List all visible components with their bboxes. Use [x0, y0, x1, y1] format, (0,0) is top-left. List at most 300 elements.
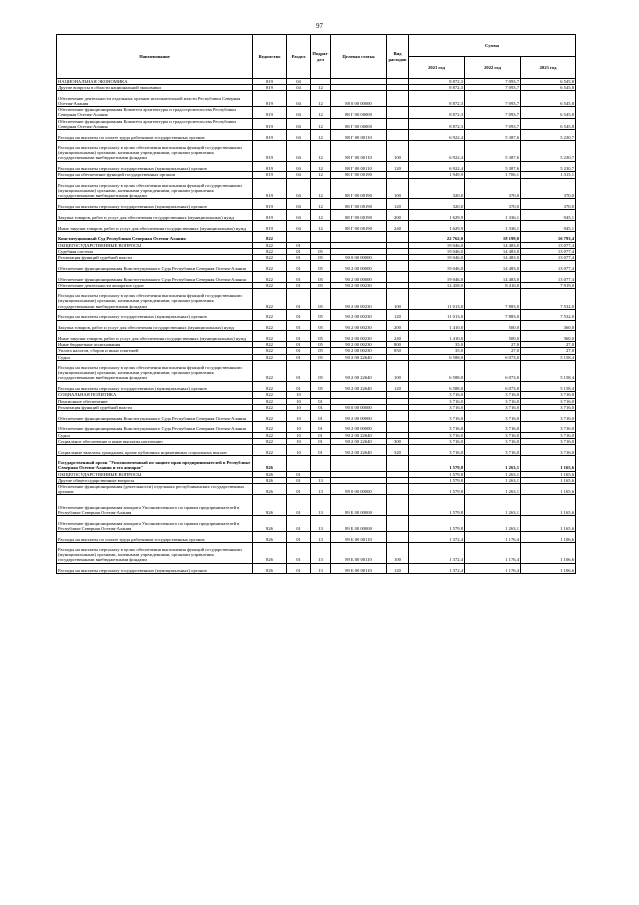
header-dept: Ведомство: [253, 35, 287, 79]
cell-v1: 6 922,4: [409, 130, 465, 141]
cell-sec: [287, 455, 311, 471]
cell-v3: 3 716,0: [521, 445, 576, 456]
cell-target: 90 2 00 00230: [331, 309, 387, 320]
cell-v1: 11 013,0: [409, 289, 465, 310]
table-row: [57, 445, 576, 456]
cell-name: Обеспечение деятельности аппаратов судов: [57, 282, 253, 288]
cell-v3: 6 545,8: [521, 118, 576, 129]
cell-sub: 05: [311, 261, 331, 272]
table-row: [57, 455, 576, 471]
cell-name: Другие вопросы в области национальной экономики: [57, 85, 253, 91]
cell-name: Расходы на выплаты персоналу в целях обеспечения выполнения функций государственными (муниципальными) органами, казенными учреждениями, органами управления государственными внебюджетными фондами: [57, 289, 253, 310]
cell-v1: 3 716,0: [409, 432, 465, 438]
table-row: [57, 331, 576, 342]
cell-target: 89 Б 00 00110: [331, 563, 387, 574]
cell-name: Иные бюджетные ассигнования: [57, 342, 253, 348]
cell-v1: 1 579,8: [409, 471, 465, 477]
cell-sub: 13: [311, 563, 331, 574]
cell-v2: 3 716,0: [465, 398, 521, 404]
cell-target: 88 Г 00 00000: [331, 118, 387, 129]
cell-dept: 826: [253, 471, 287, 477]
cell-v2: 6 073,0: [465, 360, 521, 381]
table-row: [57, 381, 576, 392]
cell-sec: 04: [287, 79, 311, 85]
cell-v2: 500,0: [465, 320, 521, 331]
cell-v3: 6 545,8: [521, 85, 576, 91]
cell-vr: 240: [387, 221, 409, 232]
cell-v3: 5 158,4: [521, 354, 576, 360]
cell-sec: 01: [287, 248, 311, 254]
table-row: [57, 532, 576, 543]
cell-v1: 19 046,0: [409, 242, 465, 248]
cell-v1: 11 013,0: [409, 309, 465, 320]
cell-v1: 3 716,0: [409, 404, 465, 410]
table-row: [57, 421, 576, 432]
cell-dept: 826: [253, 477, 287, 483]
cell-v1: 3 716,0: [409, 438, 465, 444]
cell-v3: 6 545,8: [521, 107, 576, 118]
table-row: [57, 199, 576, 210]
cell-name: Уплата налогов, сборов и иных платежей: [57, 348, 253, 354]
cell-target: 90 2 00 22640: [331, 381, 387, 392]
cell-sub: 12: [311, 221, 331, 232]
cell-sec: 10: [287, 398, 311, 404]
cell-v3: 13 077,4: [521, 242, 576, 248]
cell-name: Расходы на выплаты персоналу государственных (муниципальных) органов: [57, 381, 253, 392]
cell-target: 88 0 00 00000: [331, 91, 387, 107]
cell-v2: 14 483,0: [465, 272, 521, 283]
cell-v3: 1 165,6: [521, 455, 576, 471]
cell-dept: 819: [253, 199, 287, 210]
cell-target: 88 Г 00 00110: [331, 130, 387, 141]
cell-dept: 822: [253, 309, 287, 320]
cell-v3: 1 165,6: [521, 495, 576, 516]
cell-target: 90 2 00 22640: [331, 354, 387, 360]
table-row: [57, 542, 576, 563]
cell-v1: 19 046,0: [409, 255, 465, 261]
table-row: [57, 320, 576, 331]
cell-v2: 6 073,0: [465, 354, 521, 360]
cell-sec: 04: [287, 85, 311, 91]
cell-name: Закупка товаров, работ и услуг для обеспечения государственных (муниципальных) нужд: [57, 210, 253, 221]
cell-target: 90 2 00 00230: [331, 320, 387, 331]
cell-dept: 819: [253, 172, 287, 178]
cell-v1: 3 716,0: [409, 445, 465, 456]
cell-v1: 3 716,0: [409, 398, 465, 404]
cell-v1: 6 922,4: [409, 140, 465, 161]
cell-target: [331, 455, 387, 471]
cell-name: Судьи: [57, 354, 253, 360]
cell-v3: 370,0: [521, 178, 576, 199]
cell-v3: 5 158,4: [521, 360, 576, 381]
cell-name: Обеспечение функционирования Конституционного Суда Республики Северная Осетия-Алания: [57, 261, 253, 272]
cell-sub: 01: [311, 421, 331, 432]
cell-v1: 12 458,0: [409, 282, 465, 288]
header-section: Раздел: [287, 35, 311, 79]
cell-v3: 7 532,0: [521, 309, 576, 320]
cell-sub: 05: [311, 255, 331, 261]
cell-vr: [387, 455, 409, 471]
cell-dept: 819: [253, 221, 287, 232]
cell-dept: 826: [253, 455, 287, 471]
cell-name: ОБЩЕГОСУДАРСТВЕННЫЕ ВОПРОСЫ: [57, 471, 253, 477]
budget-table: [56, 34, 576, 574]
cell-sec: 04: [287, 221, 311, 232]
cell-v1: 320,0: [409, 199, 465, 210]
cell-name: Обеспечение функционирования Конституционного Суда Республики Северная Осетия-Алания: [57, 421, 253, 432]
header-name: Наименование: [57, 35, 253, 79]
cell-v3: 5 158,4: [521, 381, 576, 392]
cell-v3: 1 165,6: [521, 471, 576, 477]
cell-sec: 01: [287, 381, 311, 392]
cell-v1: 320,0: [409, 178, 465, 199]
cell-sec: 01: [287, 289, 311, 310]
cell-target: 90 2 00 00230: [331, 331, 387, 342]
cell-v3: 5 230,7: [521, 140, 576, 161]
cell-sub: 12: [311, 210, 331, 221]
cell-sec: [287, 231, 311, 242]
cell-vr: [387, 411, 409, 422]
cell-sec: 10: [287, 421, 311, 432]
cell-name: НАЦИОНАЛЬНАЯ ЭКОНОМИКА: [57, 79, 253, 85]
cell-sec: 01: [287, 272, 311, 283]
cell-dept: 819: [253, 161, 287, 172]
cell-name: Обеспечение деятельности отдельных органов исполнительной власти Республики Северная Осетия-Алания: [57, 91, 253, 107]
cell-v2: 1 336,1: [465, 221, 521, 232]
cell-v3: 6 545,8: [521, 91, 576, 107]
header-exptype: Вид расходов: [387, 35, 409, 79]
cell-v3: 360,0: [521, 331, 576, 342]
cell-sec: 10: [287, 445, 311, 456]
cell-sec: 01: [287, 348, 311, 354]
cell-v1: 1 372,4: [409, 563, 465, 574]
cell-v2: 1 263,1: [465, 516, 521, 532]
cell-v1: 35,0: [409, 342, 465, 348]
cell-target: 89 Б 00 00110: [331, 532, 387, 543]
cell-vr: [387, 532, 409, 543]
cell-v3: 1 165,6: [521, 484, 576, 495]
cell-v2: 7 093,7: [465, 79, 521, 85]
cell-sec: 01: [287, 320, 311, 331]
cell-v2: 500,0: [465, 331, 521, 342]
cell-v1: 1 579,8: [409, 495, 465, 516]
cell-v1: 1 629,9: [409, 221, 465, 232]
cell-target: 88 Г 00 00190: [331, 178, 387, 199]
cell-v2: 7 883,0: [465, 289, 521, 310]
cell-name: Обеспечение функционирования Комитета архитектуры и градостроительства Республики Северная Осетия-Алания: [57, 118, 253, 129]
cell-v1: 1 372,4: [409, 542, 465, 563]
cell-v3: 370,0: [521, 199, 576, 210]
cell-v1: 3 716,0: [409, 411, 465, 422]
cell-dept: 822: [253, 392, 287, 398]
cell-name: Расходы на выплаты персоналу в целях обеспечения выполнения функций государственными (муниципальными) органами, казенными учреждениями, органами управления государственными внебюджетными фондами: [57, 178, 253, 199]
cell-sec: 01: [287, 484, 311, 495]
cell-v1: 1 579,8: [409, 477, 465, 483]
cell-sub: 01: [311, 404, 331, 410]
cell-vr: [387, 516, 409, 532]
cell-dept: 822: [253, 255, 287, 261]
cell-v3: 1 165,6: [521, 516, 576, 532]
cell-v2: 1 706,1: [465, 172, 521, 178]
cell-sub: 05: [311, 309, 331, 320]
cell-vr: 800: [387, 342, 409, 348]
cell-vr: 100: [387, 360, 409, 381]
cell-vr: [387, 421, 409, 432]
cell-sec: 01: [287, 255, 311, 261]
cell-name: Расходы на выплаты персоналу государственных (муниципальных) органов: [57, 309, 253, 320]
cell-vr: 300: [387, 438, 409, 444]
cell-sub: 12: [311, 107, 331, 118]
cell-v2: 27,0: [465, 348, 521, 354]
cell-name: Социальное обеспечение и иные выплаты населению: [57, 438, 253, 444]
cell-vr: [387, 495, 409, 516]
cell-v1: 8 872,3: [409, 118, 465, 129]
cell-v1: 6 922,4: [409, 161, 465, 172]
cell-vr: [387, 272, 409, 283]
cell-v1: 3 716,0: [409, 421, 465, 432]
cell-dept: 822: [253, 261, 287, 272]
cell-name: Расходы на выплаты по оплате труда работников государственных органов: [57, 532, 253, 543]
cell-sub: 05: [311, 331, 331, 342]
cell-sec: 04: [287, 161, 311, 172]
cell-name: Расходы на выплаты по оплате труда работников государственных органов: [57, 130, 253, 141]
cell-target: 88 Г 00 00190: [331, 221, 387, 232]
table-row: [57, 261, 576, 272]
page-number: 97: [316, 22, 323, 30]
cell-sec: 04: [287, 107, 311, 118]
cell-vr: 120: [387, 309, 409, 320]
cell-name: Судебная система: [57, 248, 253, 254]
cell-v1: 1 410,0: [409, 320, 465, 331]
cell-v3: 3 716,0: [521, 438, 576, 444]
cell-v1: 1 579,8: [409, 455, 465, 471]
cell-v2: 7 093,7: [465, 107, 521, 118]
cell-vr: 120: [387, 161, 409, 172]
cell-v1: 1 579,8: [409, 516, 465, 532]
cell-v2: 3 716,0: [465, 421, 521, 432]
cell-v1: 8 872,3: [409, 85, 465, 91]
cell-target: 90 2 00 00000: [331, 411, 387, 422]
cell-sub: 13: [311, 532, 331, 543]
cell-name: Расходы на выплаты персоналу государственных (муниципальных) органов: [57, 161, 253, 172]
cell-dept: 822: [253, 354, 287, 360]
table-row: [57, 91, 576, 107]
cell-v2: 14 483,0: [465, 261, 521, 272]
cell-name: Обеспечение функционирования аппарата Уполномоченного по правам предпринимателей в Республике Северная Осетия-Алания: [57, 516, 253, 532]
cell-target: 88 Г 00 00110: [331, 161, 387, 172]
cell-sub: 01: [311, 398, 331, 404]
cell-v1: 8 872,3: [409, 91, 465, 107]
cell-v3: 3 716,0: [521, 392, 576, 398]
cell-name: Обеспечение функционирования Конституционного Суда Республики Северная Осетия-Алания: [57, 411, 253, 422]
cell-v2: 3 716,0: [465, 445, 521, 456]
cell-sub: 01: [311, 432, 331, 438]
cell-target: 90 2 00 00230: [331, 348, 387, 354]
header-2023: 2023 год: [521, 57, 576, 79]
cell-v3: 5 230,7: [521, 130, 576, 141]
cell-v2: 1 263,1: [465, 495, 521, 516]
cell-sec: 04: [287, 178, 311, 199]
cell-v1: 35,0: [409, 348, 465, 354]
cell-name: Другие общегосударственные вопросы: [57, 477, 253, 483]
cell-v3: 3 716,0: [521, 404, 576, 410]
table-row: [57, 411, 576, 422]
cell-sub: 05: [311, 272, 331, 283]
cell-sub: 13: [311, 516, 331, 532]
cell-v3: 3 716,0: [521, 411, 576, 422]
cell-v1: 6 588,0: [409, 354, 465, 360]
cell-dept: 819: [253, 107, 287, 118]
cell-sec: 04: [287, 130, 311, 141]
cell-v2: 3 716,0: [465, 432, 521, 438]
header-sum: Сумма: [409, 35, 576, 57]
cell-v3: 945,1: [521, 221, 576, 232]
cell-sub: 01: [311, 438, 331, 444]
cell-dept: 819: [253, 130, 287, 141]
cell-sub: [311, 231, 331, 242]
cell-dept: 822: [253, 381, 287, 392]
cell-dept: 826: [253, 532, 287, 543]
cell-name: Закупка товаров, работ и услуг для обеспечения государственных (муниципальных) нужд: [57, 320, 253, 331]
cell-v3: 1 106,6: [521, 532, 576, 543]
table-row: [57, 221, 576, 232]
cell-v2: 14 483,0: [465, 242, 521, 248]
cell-sub: 12: [311, 161, 331, 172]
cell-sub: 05: [311, 348, 331, 354]
cell-dept: 822: [253, 242, 287, 248]
cell-sec: 01: [287, 261, 311, 272]
header-subsection: Подраз-дел: [311, 35, 331, 79]
cell-dept: 819: [253, 91, 287, 107]
cell-name: Расходы на выплаты персоналу в целях обеспечения выполнения функций государственными (муниципальными) органами, казенными учреждениями, органами управления государственными внебюджетными фондами: [57, 140, 253, 161]
cell-sub: 12: [311, 91, 331, 107]
cell-v1: 1 579,8: [409, 484, 465, 495]
cell-dept: 822: [253, 282, 287, 288]
cell-sub: 12: [311, 140, 331, 161]
cell-v2: 7 093,7: [465, 118, 521, 129]
cell-dept: 822: [253, 445, 287, 456]
cell-sec: 01: [287, 542, 311, 563]
cell-name: Реализация функций судебной власти: [57, 404, 253, 410]
cell-sec: 01: [287, 242, 311, 248]
table-row: [57, 563, 576, 574]
cell-vr: 100: [387, 178, 409, 199]
cell-sub: 05: [311, 320, 331, 331]
cell-v1: 6 588,0: [409, 360, 465, 381]
cell-sub: 12: [311, 178, 331, 199]
cell-name: Иные закупки товаров, работ и услуг для обеспечения государственных (муниципальных) нужд: [57, 331, 253, 342]
cell-name: Расходы на выплаты персоналу в целях обеспечения выполнения функций государственными (муниципальными) органами, казенными учреждениями, органами управления государственными внебюджетными фондами: [57, 542, 253, 563]
cell-sub: 05: [311, 282, 331, 288]
cell-target: 90 2 00 00230: [331, 289, 387, 310]
cell-sec: 10: [287, 411, 311, 422]
cell-vr: [387, 130, 409, 141]
cell-sec: 01: [287, 471, 311, 477]
cell-dept: 822: [253, 432, 287, 438]
cell-target: 90 2 00 22640: [331, 445, 387, 456]
cell-sec: 01: [287, 309, 311, 320]
cell-name: Иные закупки товаров, работ и услуг для обеспечения государственных (муниципальных) нужд: [57, 221, 253, 232]
cell-vr: 120: [387, 381, 409, 392]
cell-sec: 01: [287, 516, 311, 532]
cell-target: 88 Г 00 00000: [331, 107, 387, 118]
cell-name: Обеспечение функционирования аппарата Уполномоченного по правам предпринимателей в Республике Северная Осетия-Алания: [57, 495, 253, 516]
cell-v2: 1 176,4: [465, 563, 521, 574]
cell-v2: 370,0: [465, 178, 521, 199]
cell-sec: 04: [287, 172, 311, 178]
table-row: [57, 118, 576, 129]
cell-dept: 822: [253, 348, 287, 354]
cell-v3: 360,0: [521, 320, 576, 331]
cell-v2: 1 336,1: [465, 210, 521, 221]
cell-target: 88 Г 00 00190: [331, 199, 387, 210]
table-row: [57, 516, 576, 532]
cell-name: Обеспечение функционирования (деятельности) отдельных республиканских государственных органов: [57, 484, 253, 495]
cell-v2: 5 387,6: [465, 161, 521, 172]
cell-target: 88 Г 00 00190: [331, 210, 387, 221]
cell-dept: 822: [253, 272, 287, 283]
cell-v1: 1 410,0: [409, 331, 465, 342]
cell-v2: 3 716,0: [465, 411, 521, 422]
cell-v2: 5 387,6: [465, 130, 521, 141]
cell-v1: 19 046,0: [409, 272, 465, 283]
cell-vr: [387, 118, 409, 129]
table-row: [57, 130, 576, 141]
table-row: [57, 309, 576, 320]
cell-dept: 822: [253, 404, 287, 410]
cell-sec: 01: [287, 495, 311, 516]
cell-name: СОЦИАЛЬНАЯ ПОЛИТИКА: [57, 392, 253, 398]
cell-target: 90 0 00 00000: [331, 255, 387, 261]
cell-v1: 8 872,3: [409, 79, 465, 85]
cell-v2: 3 716,0: [465, 392, 521, 398]
cell-v2: 18 199,0: [465, 231, 521, 242]
cell-vr: [387, 91, 409, 107]
table-row: [57, 289, 576, 310]
cell-vr: 120: [387, 563, 409, 574]
cell-name: ОБЩЕГОСУДАРСТВЕННЫЕ ВОПРОСЫ: [57, 242, 253, 248]
cell-dept: 826: [253, 563, 287, 574]
cell-sub: [311, 455, 331, 471]
cell-v1: 1 372,4: [409, 532, 465, 543]
table-row: [57, 107, 576, 118]
cell-sec: 04: [287, 199, 311, 210]
cell-sub: 05: [311, 248, 331, 254]
cell-sec: 01: [287, 354, 311, 360]
cell-sec: 10: [287, 438, 311, 444]
cell-dept: 822: [253, 398, 287, 404]
cell-v3: 13 077,4: [521, 255, 576, 261]
cell-v3: 7 532,0: [521, 289, 576, 310]
cell-vr: 100: [387, 289, 409, 310]
table-row: [57, 140, 576, 161]
cell-target: 88 Г 00 00190: [331, 172, 387, 178]
cell-sub: 13: [311, 495, 331, 516]
cell-sec: 01: [287, 360, 311, 381]
cell-v2: 5 387,6: [465, 140, 521, 161]
cell-v2: 7 093,7: [465, 91, 521, 107]
cell-dept: 822: [253, 342, 287, 348]
cell-v1: 19 046,0: [409, 248, 465, 254]
table-body: [57, 79, 576, 574]
cell-name: Обеспечение функционирования Комитета архитектуры и градостроительства Республики Северная Осетия-Алания: [57, 107, 253, 118]
cell-v3: 27,0: [521, 342, 576, 348]
cell-sec: 01: [287, 282, 311, 288]
cell-dept: 819: [253, 210, 287, 221]
cell-name: Расходы на выплаты персоналу в целях обеспечения выполнения функций государственными (муниципальными) органами, казенными учреждениями, органами управления государственными внебюджетными фондами: [57, 360, 253, 381]
cell-vr: 200: [387, 210, 409, 221]
cell-name: Реализация функций судебной власти: [57, 255, 253, 261]
